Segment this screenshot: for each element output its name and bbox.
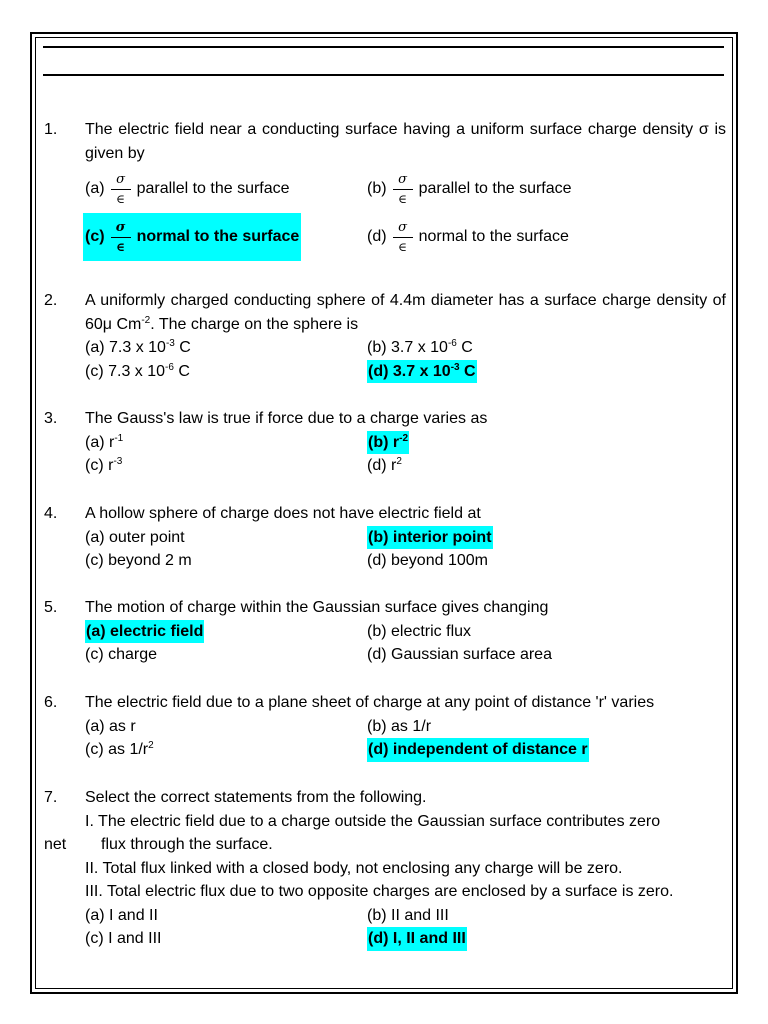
option-unit: C — [456, 339, 473, 356]
option-row — [44, 738, 726, 762]
option-b[interactable]: (b) as 1/r — [367, 717, 432, 735]
option-c[interactable] — [85, 738, 154, 762]
option-b[interactable] — [367, 165, 572, 213]
statement-1-continued — [44, 833, 726, 857]
option-c[interactable]: (c) I and III — [85, 930, 162, 947]
option-exponent: 2 — [396, 456, 402, 467]
option-d[interactable]: (d) beyond 100m — [367, 552, 488, 569]
option-unit: C — [174, 339, 191, 356]
question-stem: The electric field due to a plane sheet of charge at any point of distance 'r' varies — [85, 694, 655, 711]
option-exponent: -2 — [399, 432, 409, 444]
option-exponent: -3 — [165, 338, 175, 349]
option-text: (a) r — [85, 433, 115, 451]
question-stem: A hollow sphere of charge does not have electric field at — [85, 505, 481, 522]
statement-1: I. The electric field due to a charge outside the Gaussian surface contributes zero — [85, 812, 661, 830]
question-number: 2. — [44, 292, 58, 309]
option-exponent: -3 — [450, 361, 460, 373]
option-a[interactable] — [85, 431, 123, 455]
option-exponent: -3 — [113, 456, 123, 467]
option-a[interactable]: (a) outer point — [85, 528, 185, 546]
option-exponent: -6 — [447, 338, 457, 349]
fraction — [393, 221, 413, 254]
fraction-numerator: σ — [398, 219, 407, 235]
option-label: (b) — [367, 180, 387, 198]
header-rule-bottom — [43, 74, 724, 76]
option-a[interactable]: (a) I and II — [85, 906, 158, 924]
stem-text-tail: . The charge on the sphere is — [150, 315, 359, 333]
question-1 — [44, 118, 726, 261]
option-a[interactable] — [85, 165, 290, 213]
option-exponent: -1 — [114, 432, 124, 444]
option-d-correct-answer[interactable]: (d) independent of distance r — [367, 738, 589, 762]
question-stem: Select the correct statements from the following. — [85, 789, 427, 806]
option-text: (c) as 1/r — [85, 741, 149, 758]
question-number: 6. — [44, 694, 58, 711]
option-text: parallel to the surface — [136, 180, 290, 198]
option-b[interactable]: (b) electric flux — [367, 622, 472, 640]
question-3 — [44, 407, 726, 478]
question-stem — [85, 289, 726, 336]
option-label: (a) — [85, 180, 105, 198]
fraction-numerator: σ — [398, 171, 407, 187]
question-number: 3. — [44, 410, 58, 427]
fraction-numerator: σ — [115, 219, 126, 235]
question-2 — [44, 289, 726, 383]
option-row — [44, 360, 726, 384]
question-stem: The Gauss's law is true if force due to a charge varies as — [85, 410, 488, 427]
option-row — [44, 927, 726, 951]
option-c[interactable] — [85, 454, 122, 478]
fraction — [111, 173, 131, 206]
option-b[interactable]: (b) II and III — [367, 906, 449, 924]
option-text: (c) 7.3 x 10 — [85, 362, 166, 380]
question-4 — [44, 502, 726, 573]
option-a[interactable] — [85, 336, 191, 360]
wrapped-word: net — [44, 836, 67, 853]
option-row — [44, 904, 726, 928]
option-exponent: -6 — [165, 361, 174, 373]
option-b-correct-answer[interactable] — [367, 431, 409, 455]
option-row — [44, 336, 726, 360]
option-row — [44, 549, 726, 573]
option-d[interactable] — [367, 454, 402, 478]
option-row — [44, 526, 726, 550]
option-row — [44, 643, 726, 667]
question-5 — [44, 596, 726, 667]
option-b-correct-answer[interactable]: (b) interior point — [367, 526, 493, 550]
option-a-correct-answer[interactable]: (a) electric field — [85, 620, 204, 644]
fraction — [393, 173, 413, 206]
option-text: (d) 3.7 x 10 — [368, 362, 451, 380]
option-text: (b) r — [368, 433, 400, 451]
stem-superscript: -2 — [141, 314, 151, 326]
option-row — [44, 454, 726, 478]
statement-2: II. Total flux linked with a closed body, not enclosing any charge will be zero. — [85, 859, 623, 877]
option-c[interactable]: (c) beyond 2 m — [85, 552, 192, 569]
header-rule-top — [43, 46, 724, 48]
stem-text: A uniformly charged conducting sphere of 4.4m diameter has a surface charge density of 60μ Cm — [85, 292, 726, 333]
option-text: parallel to the surface — [418, 180, 572, 198]
option-d[interactable] — [367, 213, 569, 261]
option-c[interactable] — [85, 360, 190, 384]
option-text: (b) 3.7 x 10 — [367, 339, 448, 356]
option-text: (a) 7.3 x 10 — [85, 339, 166, 356]
statement-continuation: flux through the surface. — [101, 836, 273, 853]
option-text: (c) r — [85, 457, 114, 474]
option-label: (d) — [367, 228, 387, 246]
statement-3: III. Total electric flux due to two opposite charges are enclosed by a surface is zero. — [85, 883, 674, 900]
fraction-numerator: σ — [116, 171, 125, 187]
option-d[interactable]: (d) Gaussian surface area — [367, 646, 552, 663]
option-label: (c) — [85, 228, 105, 246]
fraction-denominator: ∈ — [116, 239, 125, 254]
option-b[interactable] — [367, 336, 473, 360]
option-c-correct-answer[interactable] — [83, 213, 301, 261]
question-7 — [44, 786, 726, 951]
option-row — [44, 165, 726, 213]
option-unit: C — [173, 362, 190, 380]
question-stem: The electric field near a conducting surface having a uniform surface charge density σ is given by — [85, 121, 726, 162]
question-number: 5. — [44, 599, 58, 616]
fraction-denominator: ∈ — [116, 191, 125, 206]
option-unit: C — [459, 362, 476, 380]
fraction-denominator: ∈ — [398, 191, 407, 206]
option-d-correct-answer[interactable]: (d) I, II and III — [367, 927, 467, 951]
option-exponent: 2 — [148, 740, 154, 751]
option-text: normal to the surface — [136, 228, 300, 246]
option-d-correct-answer[interactable] — [367, 360, 477, 384]
option-row — [44, 715, 726, 739]
question-6 — [44, 691, 726, 762]
option-row — [44, 431, 726, 455]
question-stem: The motion of charge within the Gaussian surface gives changing — [85, 599, 549, 616]
option-c[interactable]: (c) charge — [85, 646, 158, 663]
option-row — [44, 213, 726, 261]
question-number: 4. — [44, 505, 58, 522]
option-text: normal to the surface — [418, 228, 569, 246]
option-row — [44, 620, 726, 644]
fraction-denominator: ∈ — [398, 239, 407, 254]
question-number: 1. — [44, 121, 58, 138]
option-a[interactable]: (a) as r — [85, 717, 136, 735]
fraction — [111, 221, 131, 254]
option-text: (d) r — [367, 457, 397, 474]
question-number: 7. — [44, 789, 58, 806]
